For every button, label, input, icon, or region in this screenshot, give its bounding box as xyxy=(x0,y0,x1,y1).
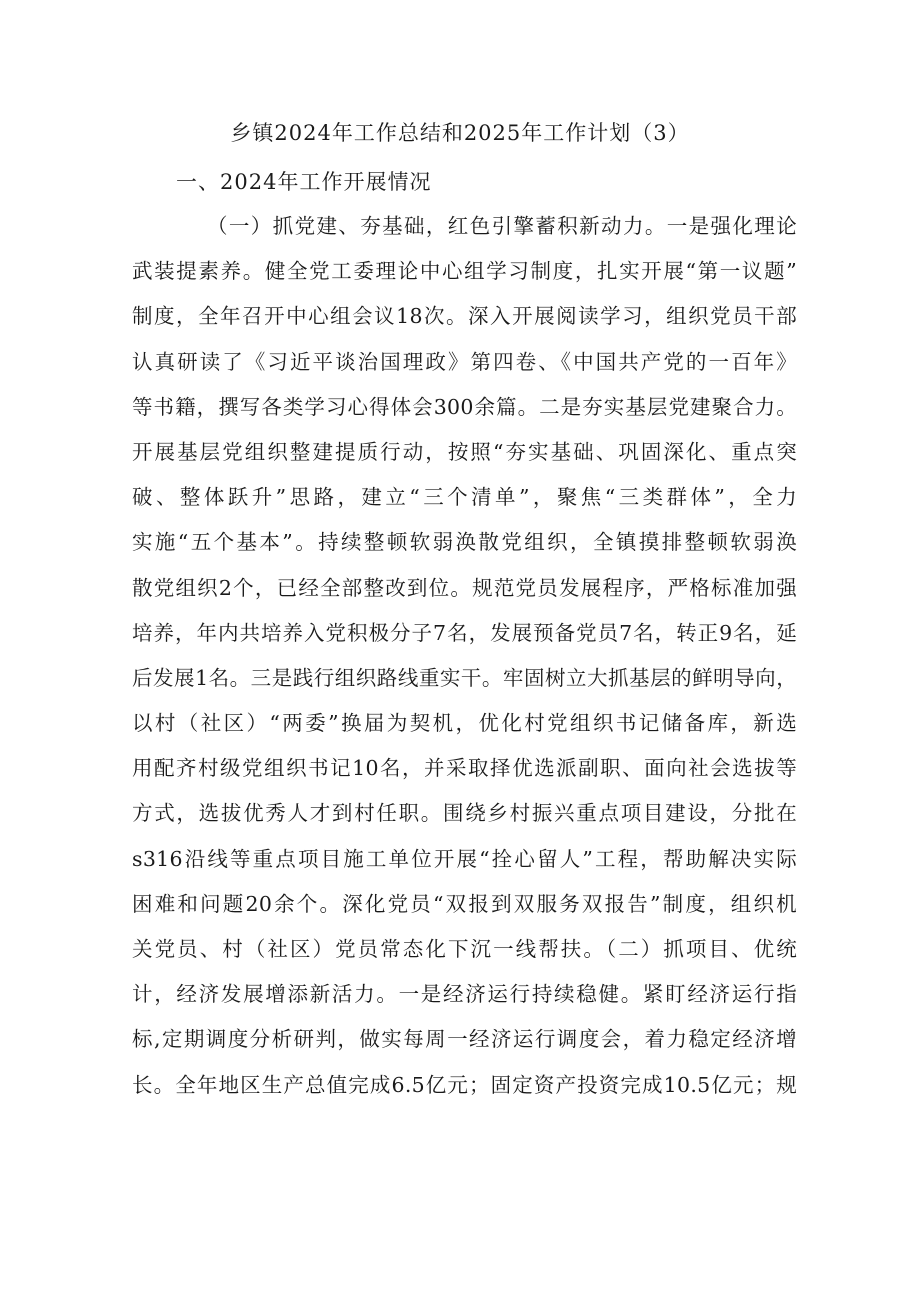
body-line: 用配齐村级党组织书记10名，并采取择优选派副职、面向社会选拔等 xyxy=(132,756,797,781)
body-line: （一）抓党建、夯基础，红色引擎蓄积新动力。一是强化理论 xyxy=(207,214,797,238)
body-line: 认真研读了《习近平谈治国理政》第四卷、《中国共产党的一百年》 xyxy=(132,349,797,374)
body-line: 散党组织2个，已经全部整改到位。规范党员发展程序，严格标准加强 xyxy=(132,575,797,600)
body-text xyxy=(132,210,797,1114)
body-line: 等书籍，撰写各类学习心得体会300余篇。二是夯实基层党建聚合力。 xyxy=(132,394,797,419)
body-line: 后发展1名。三是践行组织路线重实干。牢固树立大抓基层的鲜明导向， xyxy=(132,665,797,690)
document-title: 乡镇2024年工作总结和2025年工作计划（3） xyxy=(230,121,690,145)
body-line: 方式，选拔优秀人才到村任职。围绕乡村振兴重点项目建设，分批在 xyxy=(132,801,797,826)
body-line: 实施“五个基本”。持续整顿软弱涣散党组织，全镇摸排整顿软弱涣 xyxy=(132,530,797,555)
body-line: 培养，年内共培养入党积极分子7名，发展预备党员7名，转正9名，延 xyxy=(132,620,797,645)
body-line: 制度，全年召开中心组会议18次。深入开展阅读学习，组织党员干部 xyxy=(132,304,797,329)
body-line: 计，经济发展增添新活力。一是经济运行持续稳健。紧盯经济运行指 xyxy=(132,982,797,1007)
body-line: 关党员、村（社区）党员常态化下沉一线帮扶。（二）抓项目、优统 xyxy=(132,937,797,961)
section-heading: 一、2024年工作开展情况 xyxy=(176,170,432,194)
body-line: 标,定期调度分析研判，做实每周一经济运行调度会，着力稳定经济增 xyxy=(132,1027,797,1052)
body-line: 破、整体跃升”思路，建立“三个清单”，聚焦“三类群体”，全力 xyxy=(132,485,797,510)
body-line: 开展基层党组织整建提质行动，按照“夯实基础、巩固深化、重点突 xyxy=(132,439,797,464)
body-line: 武装提素养。健全党工委理论中心组学习制度，扎实开展“第一议题” xyxy=(132,259,797,284)
body-line: 长。全年地区生产总值完成6.5亿元；固定资产投资完成10.5亿元；规 xyxy=(132,1072,797,1097)
body-line: s316沿线等重点项目施工单位开展“拴心留人”工程，帮助解决实际 xyxy=(132,846,797,871)
body-line: 以村（社区）“两委”换届为契机，优化村党组织书记储备库，新选 xyxy=(132,711,797,736)
body-line: 困难和问题20余个。深化党员“双报到双服务双报告”制度，组织机 xyxy=(132,891,797,916)
